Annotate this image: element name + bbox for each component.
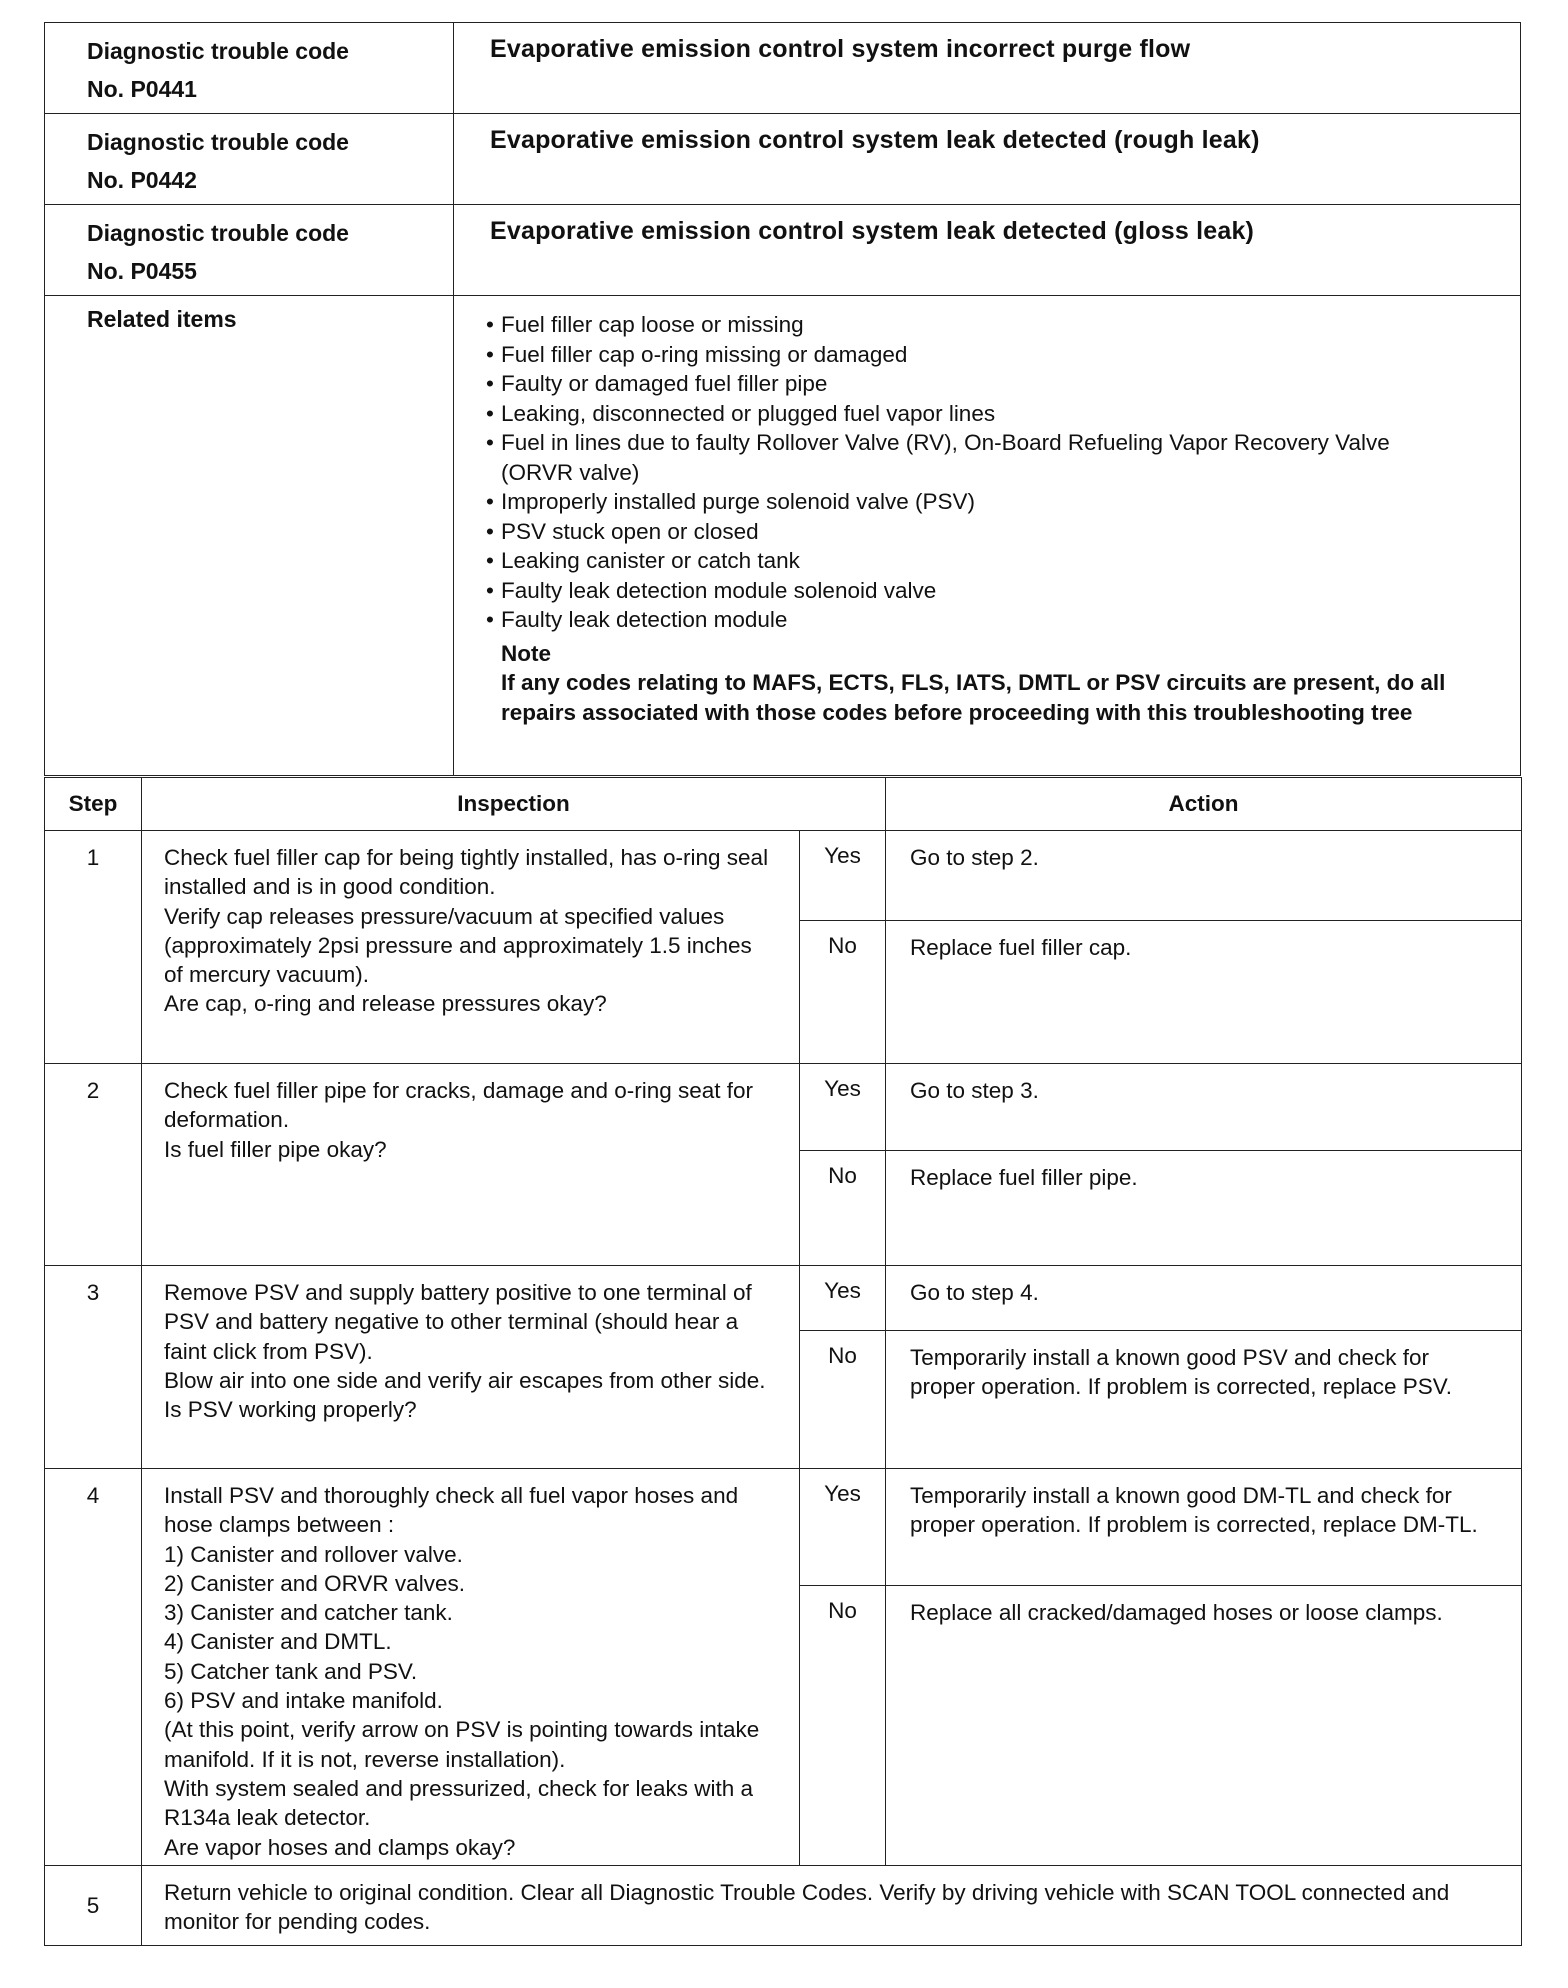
dtc-label-cell (45, 23, 454, 114)
yes-label: Yes (800, 1469, 886, 1586)
step-number: 3 (45, 1266, 142, 1469)
no-action: Replace all cracked/damaged hoses or loose clamps. (886, 1586, 1522, 1866)
related-item: • Fuel filler cap loose or missing (486, 310, 1520, 340)
dtc-label-line1: Diagnostic trouble code (87, 220, 349, 246)
no-action: Replace fuel filler pipe. (886, 1151, 1522, 1266)
related-item: • Faulty leak detection module (486, 605, 1520, 635)
dtc-row-p0441 (45, 23, 1521, 114)
related-item: • Leaking canister or catch tank (486, 546, 1520, 576)
note-text: If any codes relating to MAFS, ECTS, FLS, IATS, DMTL or PSV circuits are present, do all repairs associated with those codes before proceeding with this troubleshooting tree (501, 670, 1446, 725)
yes-action: Temporarily install a known good DM-TL and check for proper operation. If problem is corrected, replace DM-TL. (886, 1469, 1522, 1586)
step-inspection: Check fuel filler pipe for cracks, damage and o-ring seat for deformation. Is fuel filler pipe okay? (142, 1064, 800, 1266)
yes-label: Yes (800, 1064, 886, 1151)
step-row (45, 831, 1522, 921)
related-item: • Fuel filler cap o-ring missing or damaged (486, 340, 1520, 370)
related-item: • PSV stuck open or closed (486, 517, 1520, 547)
column-header-action: Action (886, 778, 1522, 831)
step-row (45, 1064, 1522, 1151)
no-action: Replace fuel filler cap. (886, 921, 1522, 1064)
no-label: No (800, 921, 886, 1064)
note-block (454, 635, 1520, 728)
step-number: 1 (45, 831, 142, 1064)
column-header-step: Step (45, 778, 142, 831)
step-number: 2 (45, 1064, 142, 1266)
step-row (45, 1469, 1522, 1586)
step-row (45, 1266, 1522, 1331)
steps-header-row (45, 778, 1522, 831)
dtc-label-cell (45, 114, 454, 205)
dtc-label-line1: Diagnostic trouble code (87, 129, 349, 155)
dtc-header-table (44, 22, 1521, 776)
no-label: No (800, 1151, 886, 1266)
dtc-row-p0455 (45, 205, 1521, 296)
step-inspection: Return vehicle to original condition. Clear all Diagnostic Trouble Codes. Verify by driving vehicle with SCAN TOOL connected and monitor for pending codes. (142, 1866, 1522, 1946)
related-items-label: Related items (45, 296, 454, 776)
yes-action: Go to step 2. (886, 831, 1522, 921)
related-item: • Faulty leak detection module solenoid valve (486, 576, 1520, 606)
troubleshooting-steps-table (44, 777, 1522, 1946)
step-number: 4 (45, 1469, 142, 1866)
column-header-inspection: Inspection (142, 778, 886, 831)
step-inspection: Check fuel filler cap for being tightly installed, has o-ring seal installed and is in good condition. Verify cap releases pressure/vacuum at specified values (approximately 2psi pressure and approximately 1.5 inches of mercury vacuum). Are cap, o-ring and release pressures okay? (142, 831, 800, 1064)
dtc-code-number: No. P0455 (87, 258, 197, 284)
dtc-title: Evaporative emission control system leak detected (rough leak) (454, 114, 1521, 205)
yes-action: Go to step 3. (886, 1064, 1522, 1151)
step-number: 5 (45, 1866, 142, 1946)
dtc-label-line1: Diagnostic trouble code (87, 38, 349, 64)
related-items-list (454, 296, 1520, 635)
yes-action: Go to step 4. (886, 1266, 1522, 1331)
step-inspection: Install PSV and thoroughly check all fuel vapor hoses and hose clamps between : 1) Canister and rollover valve. 2) Canister and ORVR valves. 3) Canister and catcher tank. 4) Canister and DMTL. 5) Catcher tank and PSV. 6) PSV and intake manifold. (At this point, verify arrow on PSV is pointing towards intake manifold. If it is not, reverse installation). With system sealed and pressurized, check for leaks with a R134a leak detector. Are vapor hoses and clamps okay? (142, 1469, 800, 1866)
step-row (45, 1866, 1522, 1946)
related-items-row (45, 296, 1521, 776)
note-title: Note (501, 640, 551, 666)
dtc-row-p0442 (45, 114, 1521, 205)
no-label: No (800, 1331, 886, 1469)
dtc-title: Evaporative emission control system leak detected (gloss leak) (454, 205, 1521, 296)
dtc-code-number: No. P0442 (87, 167, 197, 193)
related-items-cell (454, 296, 1521, 776)
yes-label: Yes (800, 831, 886, 921)
related-item: • Improperly installed purge solenoid valve (PSV) (486, 487, 1520, 517)
dtc-title: Evaporative emission control system incorrect purge flow (454, 23, 1521, 114)
related-item: • Leaking, disconnected or plugged fuel vapor lines (486, 399, 1520, 429)
no-label: No (800, 1586, 886, 1866)
step-inspection: Remove PSV and supply battery positive to one terminal of PSV and battery negative to other terminal (should hear a faint click from PSV). Blow air into one side and verify air escapes from other side. Is PSV working properly? (142, 1266, 800, 1469)
dtc-code-number: No. P0441 (87, 76, 197, 102)
no-action: Temporarily install a known good PSV and check for proper operation. If problem is corrected, replace PSV. (886, 1331, 1522, 1469)
related-item: • Faulty or damaged fuel filler pipe (486, 369, 1520, 399)
related-item: • Fuel in lines due to faulty Rollover Valve (RV), On-Board Refueling Vapor Recovery Valve (ORVR valve) (486, 428, 1520, 487)
dtc-label-cell (45, 205, 454, 296)
yes-label: Yes (800, 1266, 886, 1331)
